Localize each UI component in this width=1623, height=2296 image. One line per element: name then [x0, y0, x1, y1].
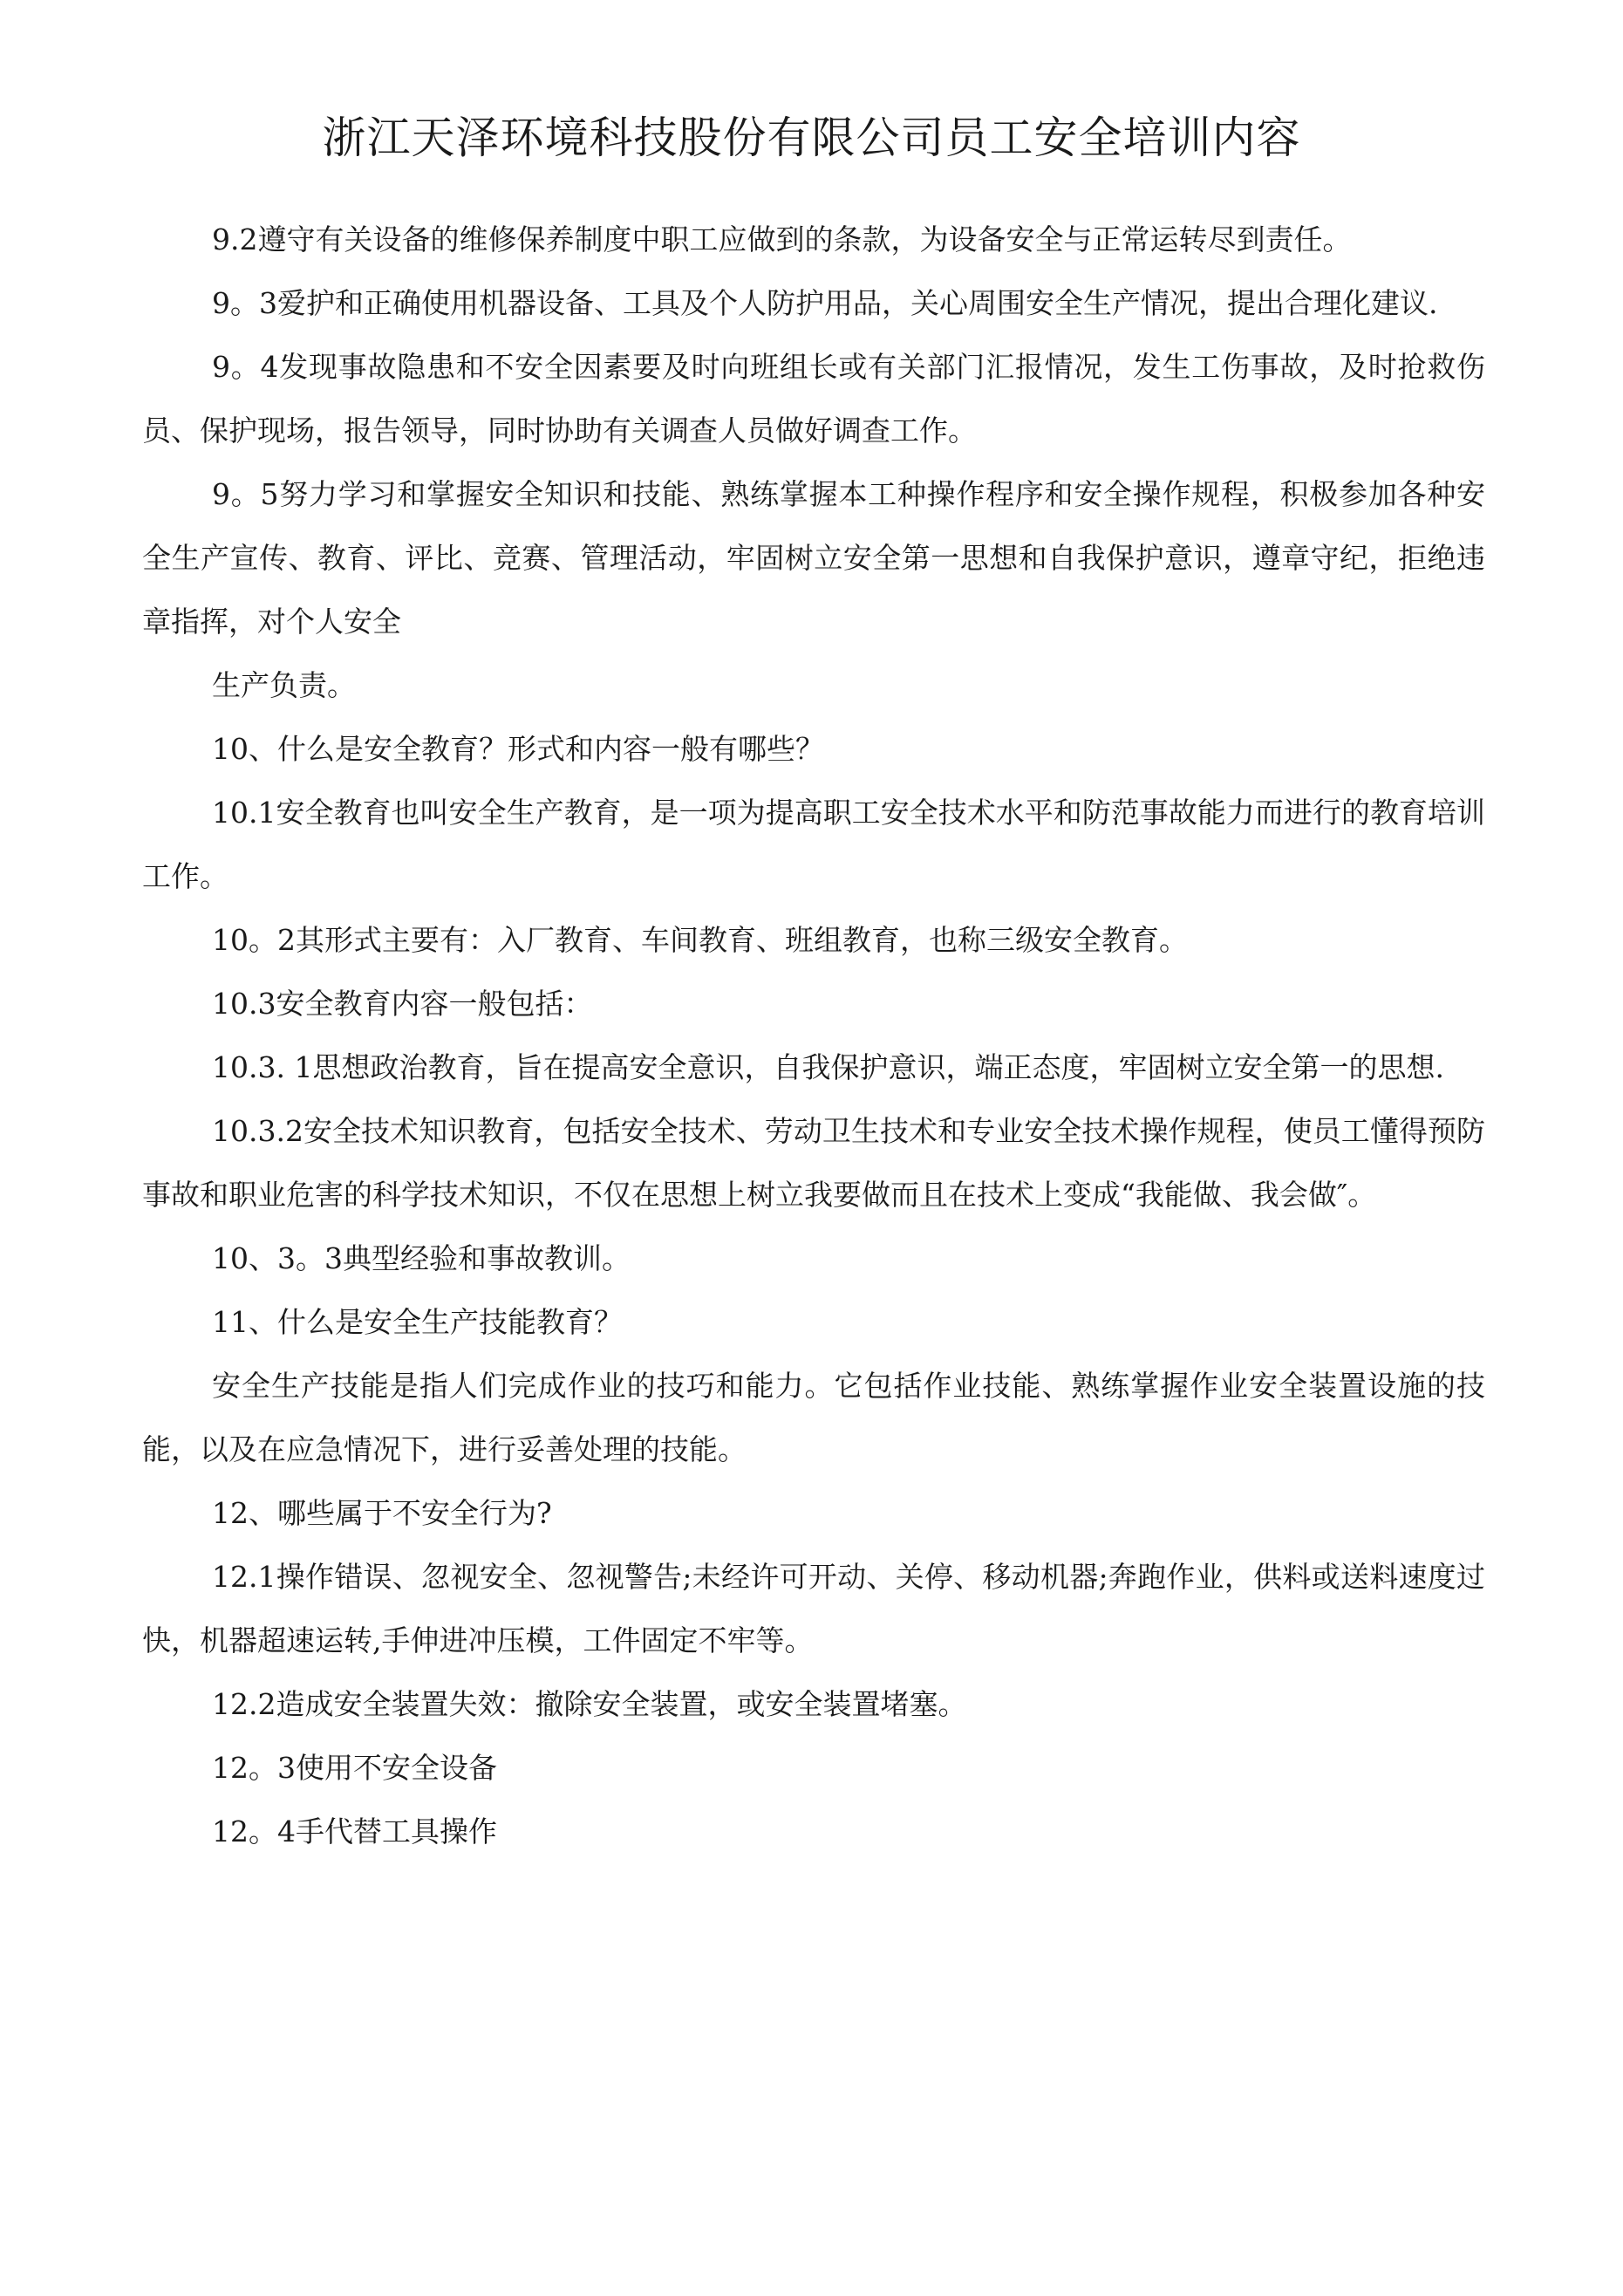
paragraph: 10.3. 1思想政治教育，旨在提高安全意识，自我保护意识，端正态度，牢固树立安全第一的思想. [212, 1050, 1444, 1084]
paragraph: 9。3爱护和正确使用机器设备、工具及个人防护用品，关心周围安全生产情况，提出合理化建议. [212, 286, 1438, 320]
paragraph: 10.3安全教育内容一般包括： [212, 987, 593, 1021]
paragraph: 10、3。3典型经验和事故教训。 [212, 1241, 631, 1275]
paragraph: 12。3使用不安全设备 [212, 1751, 497, 1785]
paragraph: 安全生产技能是指人们完成作业的技巧和能力。它包括作业技能、熟练掌握作业安全装置设施的技能，以及在应急情况下，进行妥善处理的技能。 [142, 1369, 1485, 1466]
paragraph: 12.2造成安全装置失效：撤除安全装置，或安全装置堵塞。 [212, 1687, 967, 1721]
paragraph: 9。4发现事故隐患和不安全因素要及时向班组长或有关部门汇报情况，发生工伤事故，及时抢救伤员、保护现场，报告领导，同时协助有关调查人员做好调查工作。 [142, 350, 1485, 448]
paragraph: 12。4手代替工具操作 [212, 1814, 497, 1848]
section-heading: 10、什么是安全教育？形式和内容一般有哪些？ [212, 732, 824, 766]
document-body [142, 208, 1485, 1863]
paragraph: 10。2其形式主要有：入厂教育、车间教育、班组教育，也称三级安全教育。 [212, 923, 1188, 957]
paragraph: 10.3.2安全技术知识教育，包括安全技术、劳动卫生技术和专业安全技术操作规程，使员工懂得预防事故和职业危害的科学技术知识，不仅在思想上树立我要做而且在技术上变成“我能做、我会做″。 [142, 1114, 1485, 1212]
section-heading: 11、什么是安全生产技能教育？ [212, 1305, 623, 1339]
paragraph: 10.1安全教育也叫安全生产教育，是一项为提高职工安全技术水平和防范事故能力而进行的教育培训工作。 [142, 796, 1485, 893]
paragraph: 12.1操作错误、忽视安全、忽视警告;未经许可开动、关停、移动机器;奔跑作业，供料或送料速度过快，机器超速运转,手伸进冲压模，工件固定不牢等。 [142, 1560, 1485, 1657]
section-heading: 12、哪些属于不安全行为? [212, 1496, 552, 1530]
paragraph: 9。5努力学习和掌握安全知识和技能、熟练掌握本工种操作程序和安全操作规程，积极参加各种安全生产宣传、教育、评比、竞赛、管理活动，牢固树立安全第一思想和自我保护意识，遵章守纪，拒绝违章指挥，对个人安全 [142, 477, 1485, 639]
paragraph: 生产负责。 [212, 668, 356, 702]
paragraph: 9.2遵守有关设备的维修保养制度中职工应做到的条款，为设备安全与正常运转尽到责任。 [212, 222, 1352, 256]
document-title: 浙江天泽环境科技股份有限公司员工安全培训内容 [322, 113, 1301, 163]
